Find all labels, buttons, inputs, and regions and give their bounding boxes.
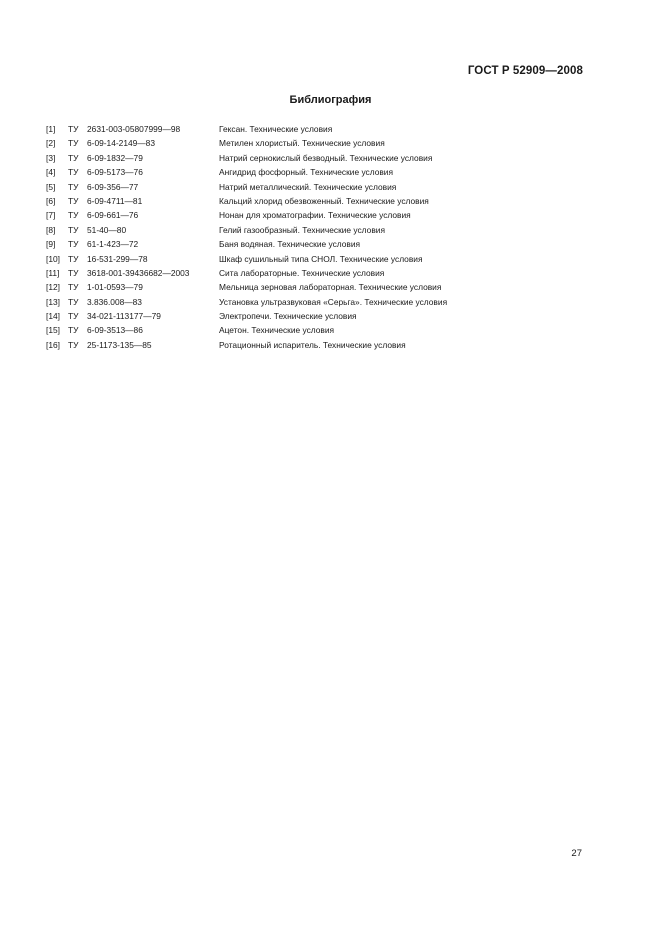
bibliography-entry	[46, 180, 606, 194]
entry-code: 6-09-1832—79	[87, 152, 143, 163]
page-number: 27	[571, 848, 582, 859]
entry-title: Ацетон. Технические условия	[219, 325, 335, 336]
entry-number: [15]	[46, 325, 60, 336]
bibliography-entry	[46, 323, 606, 337]
bibliography-entry	[46, 194, 606, 208]
entry-number: [12]	[46, 282, 60, 293]
entry-code: 6-09-3513—86	[87, 325, 143, 336]
entry-number: [11]	[46, 267, 60, 278]
bibliography-entry	[46, 295, 606, 309]
entry-title: Ангидрид фосфорный. Технические условия	[219, 167, 394, 178]
entry-number: [3]	[46, 152, 56, 163]
bibliography-entry	[46, 309, 606, 323]
entry-title: Нонан для хроматографии. Технические условия	[219, 210, 411, 221]
entry-number: [16]	[46, 339, 60, 350]
entry-code: 6-09-14-2149—83	[87, 138, 155, 149]
bibliography-entry	[46, 136, 606, 150]
entry-number: [2]	[46, 138, 56, 149]
bibliography-entry	[46, 122, 606, 136]
entry-title: Баня водяная. Технические условия	[219, 239, 361, 250]
entry-code: 6-09-4711—81	[87, 195, 143, 206]
bibliography-entry	[46, 252, 606, 266]
standard-code: ГОСТ Р 52909—2008	[467, 65, 583, 77]
entry-prefix: ТУ	[68, 339, 79, 350]
entry-number: [1]	[46, 124, 56, 134]
entry-code: 34-021-113177—79	[87, 311, 161, 322]
entry-title: Метилен хлористый. Технические условия	[219, 138, 385, 149]
entry-title: Натрий сернокислый безводный. Технические условия	[219, 152, 433, 163]
entry-prefix: ТУ	[68, 210, 79, 221]
entry-prefix: ТУ	[68, 195, 79, 206]
bibliography-entry	[46, 223, 606, 237]
entry-code: 3.836.008—83	[87, 296, 142, 307]
entry-code: 6-09-5173—76	[87, 167, 143, 178]
entry-prefix: ТУ	[68, 253, 79, 264]
entry-title: Электропечи. Технические условия	[219, 311, 357, 322]
entry-prefix: ТУ	[68, 167, 79, 178]
entry-title: Шкаф сушильный типа СНОЛ. Технические условия	[219, 253, 423, 264]
entry-title: Установка ультразвуковая «Серьга». Технические условия	[219, 296, 448, 307]
entry-prefix: ТУ	[68, 267, 79, 278]
entry-prefix: ТУ	[68, 138, 79, 149]
entry-code: 6-09-661—76	[87, 210, 139, 221]
entry-prefix: ТУ	[68, 325, 79, 336]
bibliography-entry	[46, 165, 606, 179]
entry-code: 51-40—80	[87, 224, 127, 235]
entry-prefix: ТУ	[68, 311, 79, 322]
entry-number: [9]	[46, 239, 56, 250]
bibliography-entry	[46, 237, 606, 251]
bibliography-entry	[46, 266, 606, 280]
bibliography-entry	[46, 151, 606, 165]
entry-number: [4]	[46, 167, 56, 178]
entry-title: Гелий газообразный. Технические условия	[219, 224, 385, 235]
bibliography-entry	[46, 208, 606, 222]
entry-number: [13]	[46, 296, 60, 307]
bibliography-list	[46, 122, 606, 352]
entry-code: 3618-001-39436682—2003	[87, 267, 190, 278]
entry-code: 61-1-423—72	[87, 239, 139, 250]
entry-prefix: ТУ	[68, 282, 79, 293]
entry-number: [8]	[46, 224, 56, 235]
entry-prefix: ТУ	[68, 239, 79, 250]
entry-title: Ротационный испаритель. Технические условия	[219, 339, 406, 350]
entry-title: Мельница зерновая лабораторная. Технические условия	[219, 282, 442, 293]
entry-prefix: ТУ	[68, 296, 79, 307]
entry-prefix: ТУ	[68, 181, 79, 192]
entry-code: 2631-003-05807999—98	[87, 124, 181, 134]
entry-number: [6]	[46, 195, 56, 206]
entry-code: 16-531-299—78	[87, 253, 148, 264]
entry-code: 6-09-356—77	[87, 181, 139, 192]
entry-title: Кальций хлорид обезвоженный. Технические условия	[219, 195, 429, 206]
entry-number: [14]	[46, 311, 60, 322]
entry-prefix: ТУ	[68, 124, 79, 134]
bibliography-entry	[46, 338, 606, 352]
bibliography-entry	[46, 280, 606, 294]
entry-title: Натрий металлический. Технические условия	[219, 181, 397, 192]
entry-number: [5]	[46, 181, 56, 192]
entry-prefix: ТУ	[68, 224, 79, 235]
entry-number: [10]	[46, 253, 60, 264]
page-title: Библиография	[289, 94, 372, 106]
entry-title: Сита лабораторные. Технические условия	[219, 267, 385, 278]
entry-title: Гексан. Технические условия	[219, 124, 333, 134]
entry-code: 1-01-0593—79	[87, 282, 143, 293]
entry-number: [7]	[46, 210, 56, 221]
entry-prefix: ТУ	[68, 152, 79, 163]
entry-code: 25-1173-135—85	[87, 339, 152, 350]
